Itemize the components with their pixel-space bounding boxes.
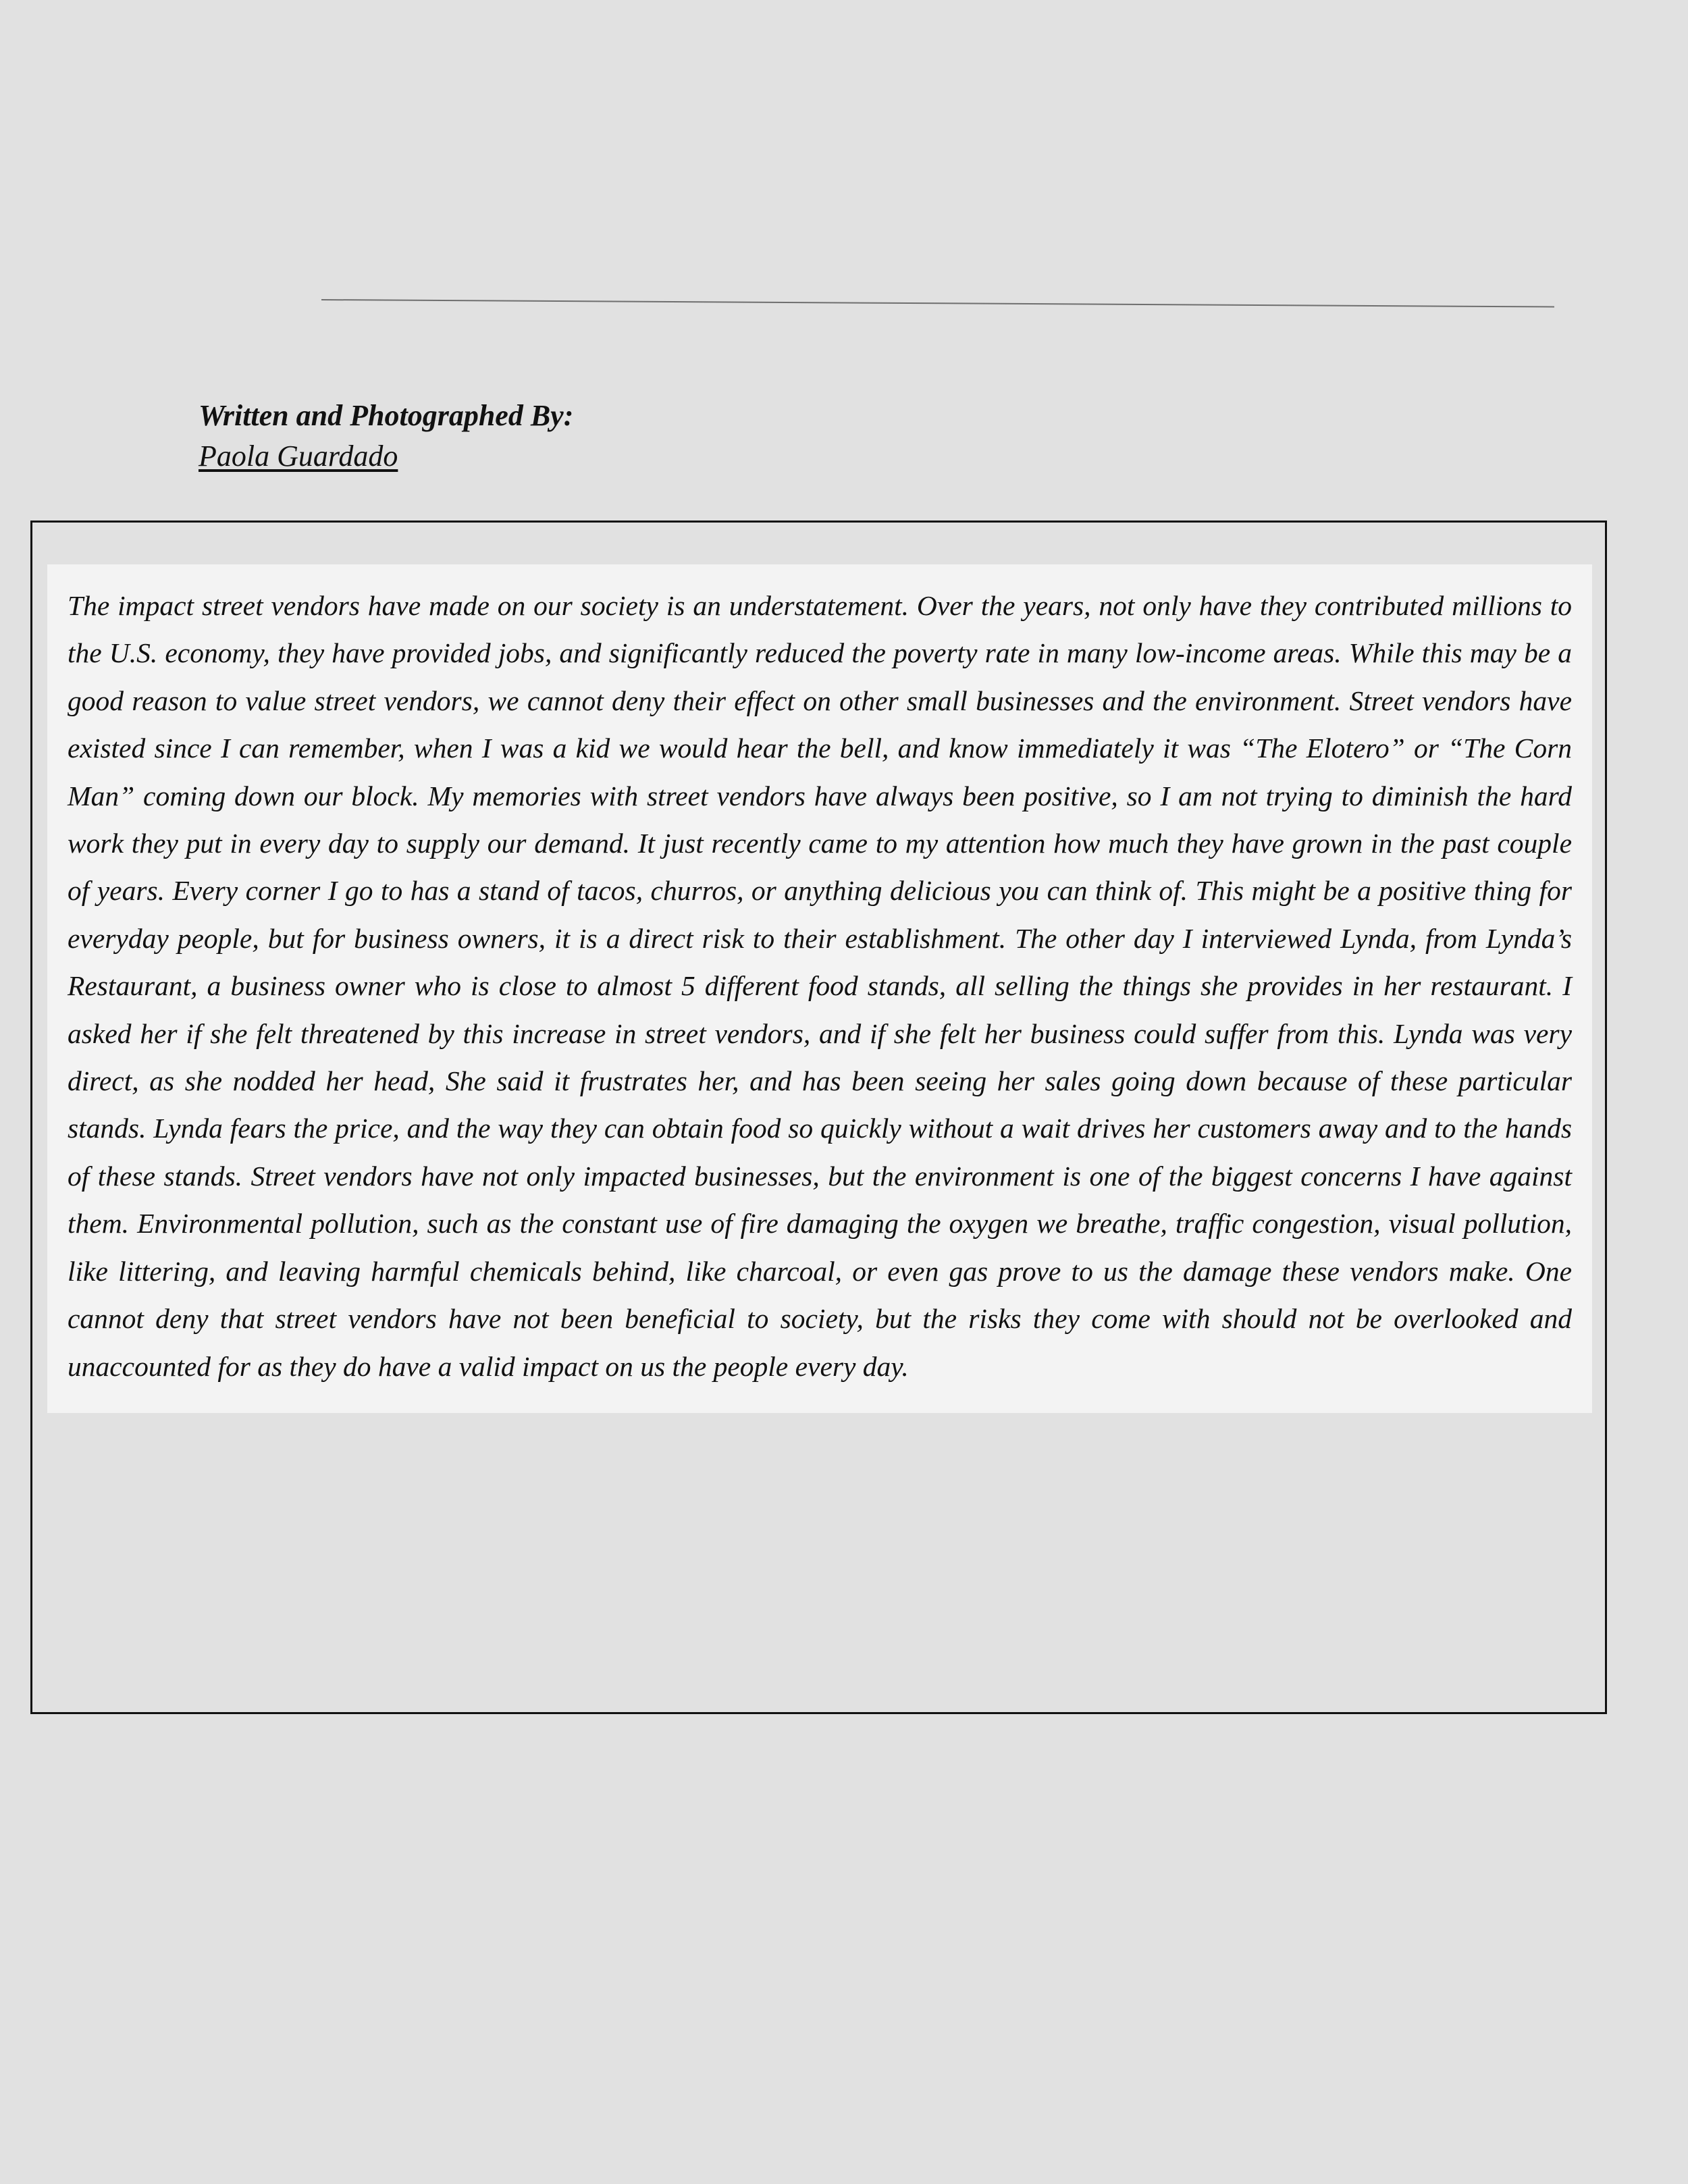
- byline: [199, 396, 573, 477]
- article-body: The impact street vendors have made on our society is an understatement. Over the years, not only have they contributed millions to the U.S. economy, they have provided jobs, and significantly reduced the poverty rate in many low-income areas. While this may be a good reason to value street vendors, we cannot deny their effect on other small businesses and the environment. Street vendors have existed since I can remember, when I was a kid we would hear the bell, and know immediately it was “The Elotero” or “The Corn Man” coming down our block. My memories with street vendors have always been positive, so I am not trying to diminish the hard work they put in every day to supply our demand. It just recently came to my attention how much they have grown in the past couple of years. Every corner I go to has a stand of tacos, churros, or anything delicious you can think of. This might be a positive thing for everyday people, but for business owners, it is a direct risk to their establishment. The other day I interviewed Lynda, from Lynda’s Restaurant, a business owner who is close to almost 5 different food stands, all selling the things she provides in her restaurant. I asked her if she felt threatened by this increase in street vendors, and if she felt her business could suffer from this. Lynda was very direct, as she nodded her head, She said it frustrates her, and has been seeing her sales going down because of these particular stands. Lynda fears the price, and the way they can obtain food so quickly without a wait drives her customers away and to the hands of these stands. Street vendors have not only impacted businesses, but the environment is one of the biggest concerns I have against them. Environmental pollution, such as the constant use of fire damaging the oxygen we breathe, traffic congestion, visual pollution, like littering, and leaving harmful chemicals behind, like charcoal, or even gas prove to us the damage these vendors make. One cannot deny that street vendors have not been beneficial to society, but the risks they come with should not be overlooked and unaccounted for as they do have a valid impact on us the people every day.: [68, 590, 1572, 1382]
- header-rule: [321, 299, 1554, 308]
- byline-author: Paola Guardado: [199, 440, 398, 473]
- article-text-panel: [47, 564, 1592, 1413]
- byline-label: Written and Photographed By:: [199, 399, 574, 432]
